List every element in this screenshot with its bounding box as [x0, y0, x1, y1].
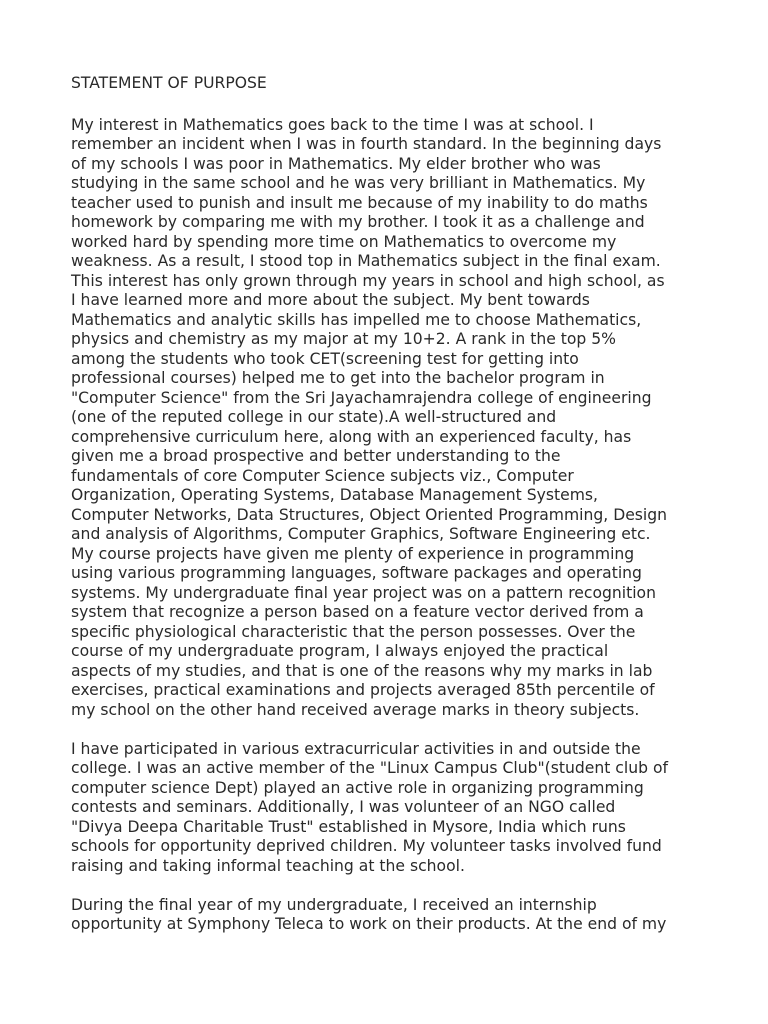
text-line: comprehensive curriculum here, along with an experienced faculty, has: [71, 427, 632, 446]
text-line: homework by comparing me with my brother. I took it as a challenge and: [71, 213, 645, 231]
text-line: remember an incident when I was in fourth standard. In the beginning days: [71, 135, 662, 153]
document-body: [71, 70, 701, 935]
text-line: my school on the other hand received average marks in theory subjects.: [71, 700, 640, 719]
text-line: and analysis of Algorithms, Computer Graphics, Software Engineering etc.: [71, 525, 651, 543]
text-line: college. I was an active member of the "Linux Campus Club"(student club of: [71, 759, 668, 777]
text-line: My course projects have given me plenty of experience in programming: [71, 544, 635, 563]
text-line: systems. My undergraduate final year project was on a pattern recognition: [71, 583, 656, 602]
text-line: weakness. As a result, I stood top in Mathematics subject in the final exam.: [71, 252, 661, 270]
text-line: opportunity at Symphony Teleca to work on their products. At the end of my: [71, 915, 667, 933]
text-line: computer science Dept) played an active role in organizing programming: [71, 778, 644, 797]
text-line: exercises, practical examinations and projects averaged 85th percentile of: [71, 681, 655, 699]
text-line: During the final year of my undergraduate, I received an internship: [71, 895, 597, 914]
paragraph-extracurricular: [71, 740, 701, 877]
text-line: among the students who took CET(screening test for getting into: [71, 349, 579, 368]
text-line: Mathematics and analytic skills has impelled me to choose Mathematics,: [71, 310, 642, 329]
text-line: course of my undergraduate program, I always enjoyed the practical: [71, 642, 609, 660]
text-line: "Divya Deepa Charitable Trust" established in Mysore, India which runs: [71, 817, 626, 836]
text-line: "Computer Science" from the Sri Jayachamrajendra college of engineering: [71, 388, 652, 407]
paragraph-internship: [71, 896, 701, 935]
text-line: contests and seminars. Additionally, I was volunteer of an NGO called: [71, 798, 616, 816]
text-line: given me a broad prospective and better understanding to the: [71, 447, 561, 465]
paragraph-gap: [71, 720, 701, 740]
text-line: professional courses) helped me to get into the bachelor program in: [71, 369, 605, 387]
text-line: physics and chemistry as my major at my 10+2. A rank in the top 5%: [71, 330, 616, 348]
text-line: of my schools I was poor in Mathematics. My elder brother who was: [71, 154, 601, 173]
text-line: This interest has only grown through my years in school and high school, as: [71, 271, 665, 290]
text-line: studying in the same school and he was very brilliant in Mathematics. My: [71, 174, 646, 192]
text-line: using various programming languages, software packages and operating: [71, 564, 642, 582]
text-line: Organization, Operating Systems, Database Management Systems,: [71, 486, 598, 504]
text-line: I have learned more and more about the subject. My bent towards: [71, 291, 590, 309]
text-line: Computer Networks, Data Structures, Object Oriented Programming, Design: [71, 505, 668, 524]
text-line: teacher used to punish and insult me because of my inability to do maths: [71, 193, 648, 212]
paragraph-gap: [71, 96, 701, 116]
text-line: My interest in Mathematics goes back to the time I was at school. I: [71, 115, 594, 134]
document-title: STATEMENT OF PURPOSE: [71, 74, 267, 92]
text-line: raising and taking informal teaching at the school.: [71, 856, 465, 875]
text-line: I have participated in various extracurricular activities in and outside the: [71, 739, 641, 758]
paragraph-academic-background: [71, 116, 701, 721]
text-line: fundamentals of core Computer Science subjects viz., Computer: [71, 466, 574, 485]
paragraph-gap: [71, 876, 701, 896]
text-line: aspects of my studies, and that is one of the reasons why my marks in lab: [71, 661, 653, 680]
text-line: schools for opportunity deprived children. My volunteer tasks involved fund: [71, 837, 662, 855]
text-line: specific physiological characteristic that the person possesses. Over the: [71, 622, 636, 641]
text-line: (one of the reputed college in our state).A well-structured and: [71, 408, 557, 426]
text-line: system that recognize a person based on a feature vector derived from a: [71, 603, 644, 621]
text-line: worked hard by spending more time on Mathematics to overcome my: [71, 232, 617, 251]
